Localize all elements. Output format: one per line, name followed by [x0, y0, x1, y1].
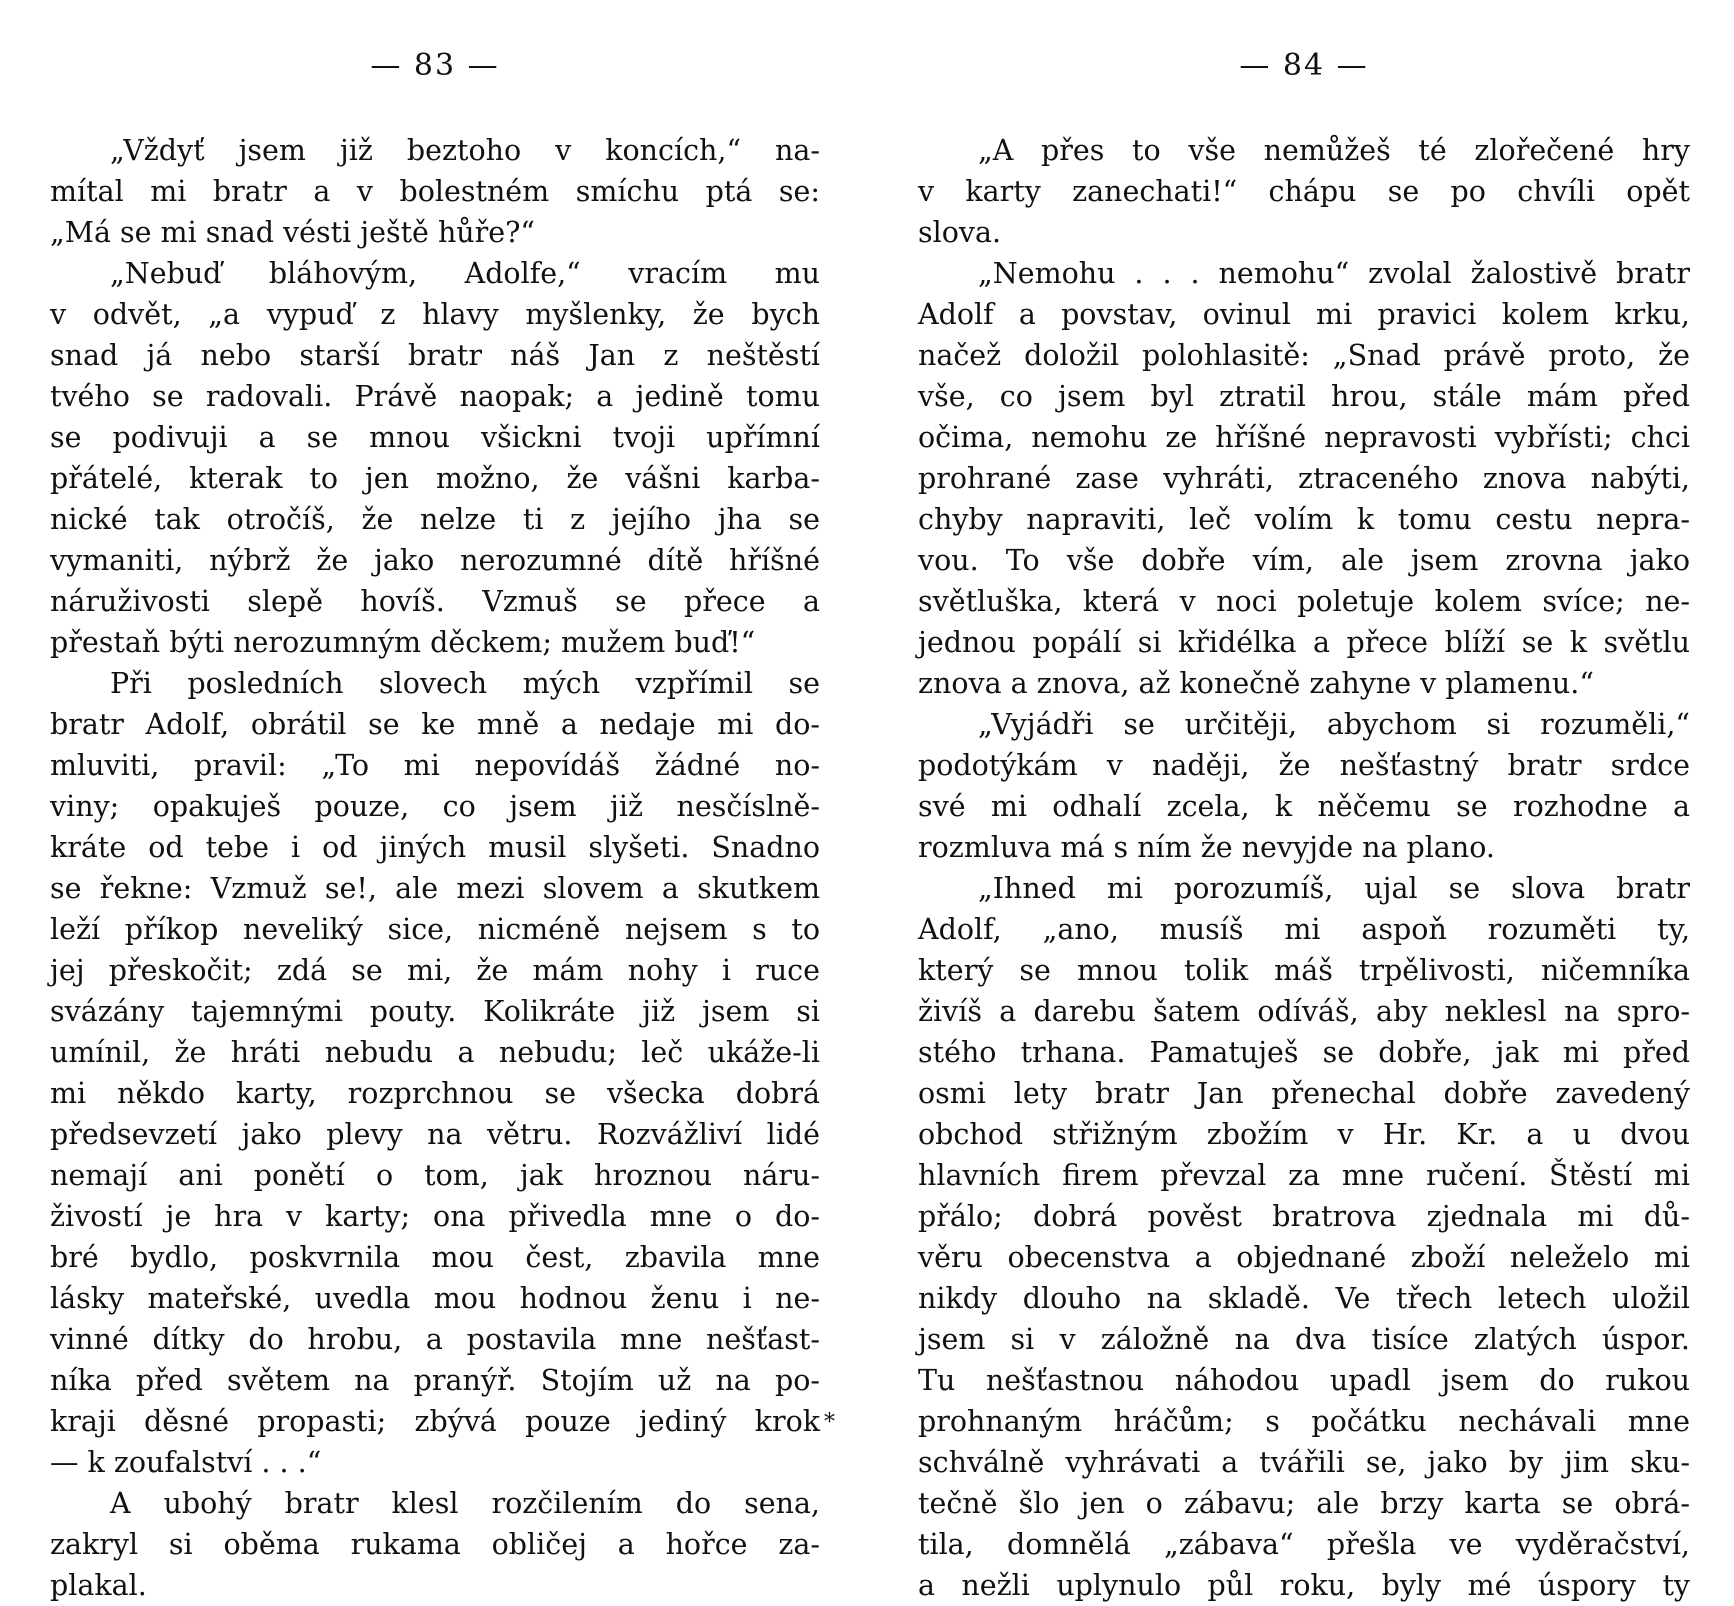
text-line: Adolf, „ano, musíš mi aspoň rozuměti ty, — [918, 913, 1690, 946]
text-line: načež doložil polohlasitě: „Snad právě proto, že — [918, 339, 1690, 372]
text-line: nikdy dlouho na skladě. Ve třech letech uložil — [918, 1282, 1690, 1315]
text-line: leží příkop neveliký sice, nicméně nejsem s to — [50, 913, 820, 946]
text-line: chyby napraviti, leč volím k tomu cestu nepra- — [918, 503, 1690, 536]
text-line: slova. — [918, 216, 1002, 249]
text-line: osmi lety bratr Jan přenechal dobře zavedený — [918, 1077, 1690, 1110]
page-text — [50, 130, 820, 1606]
text-line: mluviti, pravil: „To mi nepovídáš žádné no- — [50, 749, 820, 782]
text-line: očima, nemohu ze hříšné nepravosti vybřísti; chci — [918, 421, 1690, 454]
text-line: vymaniti, nýbrž že jako nerozumné dítě hříšné — [50, 544, 820, 577]
text-line: který se mnou tolik máš trpělivosti, ničemníka — [918, 954, 1690, 987]
text-line: živostí je hra v karty; ona přivedla mne o do- — [50, 1200, 820, 1233]
text-line: bré bydlo, poskvrnila mou čest, zbavila mne — [50, 1241, 820, 1274]
text-line: zakryl si oběma rukama obličej a hořce za- — [50, 1528, 820, 1561]
page-text — [918, 130, 1690, 1606]
text-line: plakal. — [50, 1569, 147, 1602]
text-line: Při posledních slovech mých vzpřímil se — [110, 667, 820, 700]
text-line: nemají ani ponětí o tom, jak hroznou náru- — [50, 1159, 820, 1192]
text-line: jednou popálí si křidélka a přece blíží se k světlu — [918, 626, 1690, 659]
text-line: Tu nešťastnou náhodou upadl jsem do rukou — [918, 1364, 1690, 1397]
text-line: „Vyjádři se určitěji, abychom si rozuměli,“ — [978, 708, 1690, 741]
text-line: předsevzetí jako plevy na větru. Rozvážliví lidé — [50, 1118, 820, 1151]
text-line: vinné dítky do hrobu, a postavila mne nešťast- — [50, 1323, 820, 1356]
text-line: „Ihned mi porozumíš, ujal se slova bratr — [978, 872, 1690, 905]
text-line: kráte od tebe i od jiných musil slyšeti. Snadno — [50, 831, 820, 864]
text-line: „Nebuď bláhovým, Adolfe,“ vracím mu — [110, 257, 820, 290]
text-line: jsem si v záložně na dva tisíce zlatých úspor. — [918, 1323, 1690, 1356]
right-page — [918, 0, 1690, 1602]
text-line: své mi odhalí zcela, k něčemu se rozhodne a — [918, 790, 1690, 823]
text-line: věru obecenstva a objednané zboží neleželo mi — [918, 1241, 1690, 1274]
text-line: v karty zanechati!“ chápu se po chvíli opět — [918, 175, 1690, 208]
text-line: níka před světem na pranýř. Stojím už na po- — [50, 1364, 820, 1397]
text-line: jej přeskočit; zdá se mi, že mám nohy i ruce — [50, 954, 820, 987]
text-line: v odvět, „a vypuď z hlavy myšlenky, že bych — [50, 298, 820, 331]
text-line: znova a znova, až konečně zahyne v plamenu.“ — [918, 667, 1594, 700]
text-line: „Nemohu . . . nemohu“ zvolal žalostivě bratr — [978, 257, 1690, 290]
text-line: přátelé, kterak to jen možno, že vášni karba- — [50, 462, 820, 495]
text-line: tila, domnělá „zábava“ přešla ve vyděračství, — [918, 1528, 1690, 1561]
text-line: viny; opakuješ pouze, co jsem již nesčíslně- — [50, 790, 820, 823]
text-line: bratr Adolf, obrátil se ke mně a nedaje mi do- — [50, 708, 820, 741]
text-line: A ubohý bratr klesl rozčilením do sena, — [110, 1487, 820, 1520]
text-line: svázány tajemnými pouty. Kolikráte již jsem si — [50, 995, 820, 1028]
text-line: „Vždyť jsem již beztoho v koncích,“ na- — [110, 134, 820, 167]
text-line: živíš a darebu šatem odíváš, aby neklesl na spro- — [918, 995, 1690, 1028]
text-line: vou. To vše dobře vím, ale jsem zrovna jako — [918, 544, 1690, 577]
text-line: stého trhana. Pamatuješ se dobře, jak mi před — [918, 1036, 1690, 1069]
text-line: světluška, která v noci poletuje kolem svíce; ne- — [918, 585, 1690, 618]
page-number: — 84 — — [1239, 48, 1369, 83]
text-line: umínil, že hráti nebudu a nebudu; leč ukáže-li — [50, 1036, 820, 1069]
text-line: kraji děsné propasti; zbývá pouze jediný krok — [50, 1405, 820, 1438]
text-line: Adolf a povstav, ovinul mi pravici kolem krku, — [918, 298, 1690, 331]
text-line: rozmluva má s ním že nevyjde na plano. — [918, 831, 1495, 864]
text-line: přestaň býti nerozumným děckem; mužem buď!“ — [50, 626, 756, 659]
text-line: hlavních firem převzal za mne ručení. Štěstí mi — [918, 1159, 1690, 1192]
text-line: prohrané zase vyhráti, ztraceného znova nabýti, — [918, 462, 1690, 495]
text-line: „Má se mi snad vésti ještě hůře?“ — [50, 216, 536, 249]
text-line: se řekne: Vzmuž se!, ale mezi slovem a skutkem — [50, 872, 820, 905]
text-line: náruživosti slepě hovíš. Vzmuš se přece a — [50, 585, 820, 618]
page-number: — 83 — — [370, 48, 500, 83]
text-line: mítal mi bratr a v bolestném smíchu ptá se: — [50, 175, 820, 208]
text-line: přálo; dobrá pověst bratrova zjednala mi dů- — [918, 1200, 1690, 1233]
left-page — [50, 0, 835, 1602]
text-line: „A přes to vše nemůžeš té zlořečené hry — [978, 134, 1690, 167]
text-line: vše, co jsem byl ztratil hrou, stále mám před — [918, 380, 1690, 413]
text-line: mi někdo karty, rozprchnou se všecka dobrá — [50, 1077, 820, 1110]
text-line: obchod střižným zbožím v Hr. Kr. a u dvou — [918, 1118, 1690, 1151]
text-line: podotýkám v naději, že nešťastný bratr srdce — [918, 749, 1690, 782]
text-line: prohnaným hráčům; s počátku nechávali mne — [918, 1405, 1690, 1438]
text-line: tvého se radovali. Právě naopak; a jedině tomu — [50, 380, 820, 413]
text-line: se podivuji a se mnou všickni tvoji upřímní — [50, 421, 820, 454]
text-line: nické tak otročíš, že nelze ti z jejího jha se — [50, 503, 820, 536]
text-line: snad já nebo starší bratr náš Jan z neštěstí — [50, 339, 820, 372]
footnote-mark: * — [824, 1410, 835, 1435]
text-line: a nežli uplynulo půl roku, byly mé úspory ty — [918, 1569, 1690, 1602]
text-line: lásky mateřské, uvedla mou hodnou ženu i ne- — [50, 1282, 820, 1315]
text-line: schválně vyhrávati a tvářili se, jako by jim sku- — [918, 1446, 1690, 1479]
text-line: tečně šlo jen o zábavu; ale brzy karta se obrá- — [918, 1487, 1690, 1520]
text-line: — k zoufalství . . .“ — [50, 1446, 322, 1479]
